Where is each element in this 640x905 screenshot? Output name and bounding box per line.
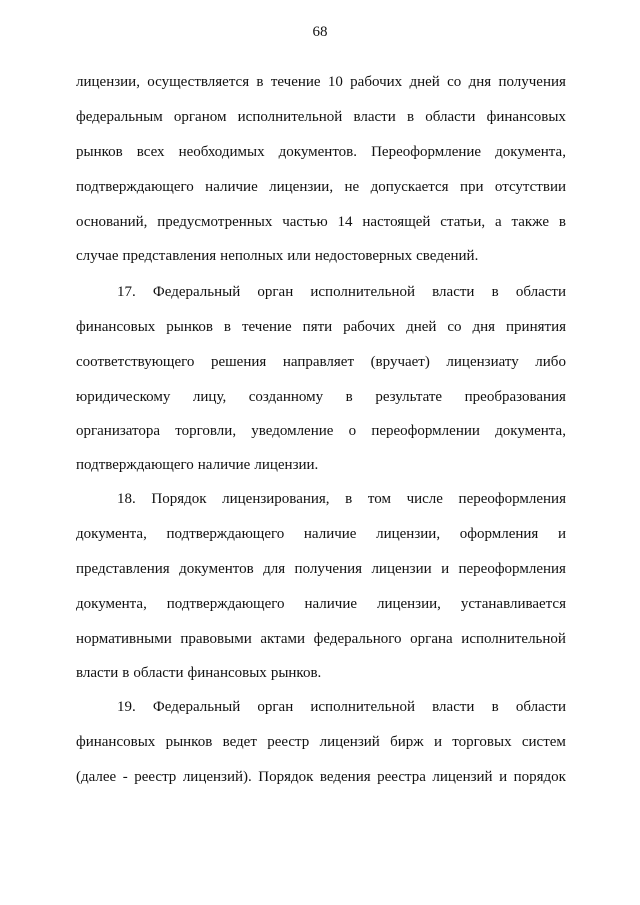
text-line: подтверждающего наличие лицензии. xyxy=(76,457,319,473)
text-line: 18. Порядок лицензирования, в том числе переоформления xyxy=(117,491,566,507)
text-line: федеральным органом исполнительной власти в области финансовых xyxy=(76,109,566,125)
text-line: подтверждающего наличие лицензии, не допускается при отсутствии xyxy=(76,179,566,195)
text-line: оснований, предусмотренных частью 14 настоящей статьи, а также в xyxy=(76,214,566,230)
text-line: лицензии, осуществляется в течение 10 рабочих дней со дня получения xyxy=(76,74,566,90)
text-line: 19. Федеральный орган исполнительной власти в области xyxy=(117,699,566,715)
text-line: нормативными правовыми актами федерального органа исполнительной xyxy=(76,631,566,647)
page-number: 68 xyxy=(312,24,328,40)
text-line: документа, подтверждающего наличие лицензии, оформления и xyxy=(76,526,566,542)
text-line: 17. Федеральный орган исполнительной власти в области xyxy=(117,284,566,300)
text-line: власти в области финансовых рынков. xyxy=(76,665,322,681)
text-line: соответствующего решения направляет (вручает) лицензиату либо xyxy=(76,354,566,370)
text-line: юридическому лицу, созданному в результате преобразования xyxy=(76,389,566,405)
text-line: представления документов для получения лицензии и переоформления xyxy=(76,561,566,577)
text-line: организатора торговли, уведомление о переоформлении документа, xyxy=(76,423,566,439)
text-line: рынков всех необходимых документов. Переоформление документа, xyxy=(76,144,566,160)
text-line: случае представления неполных или недостоверных сведений. xyxy=(76,248,479,264)
text-line: документа, подтверждающего наличие лицензии, устанавливается xyxy=(76,596,566,612)
text-line: финансовых рынков в течение пяти рабочих дней со дня принятия xyxy=(76,319,566,335)
text-line: (далее - реестр лицензий). Порядок ведения реестра лицензий и порядок xyxy=(76,769,566,785)
text-line: финансовых рынков ведет реестр лицензий бирж и торговых систем xyxy=(76,734,566,750)
